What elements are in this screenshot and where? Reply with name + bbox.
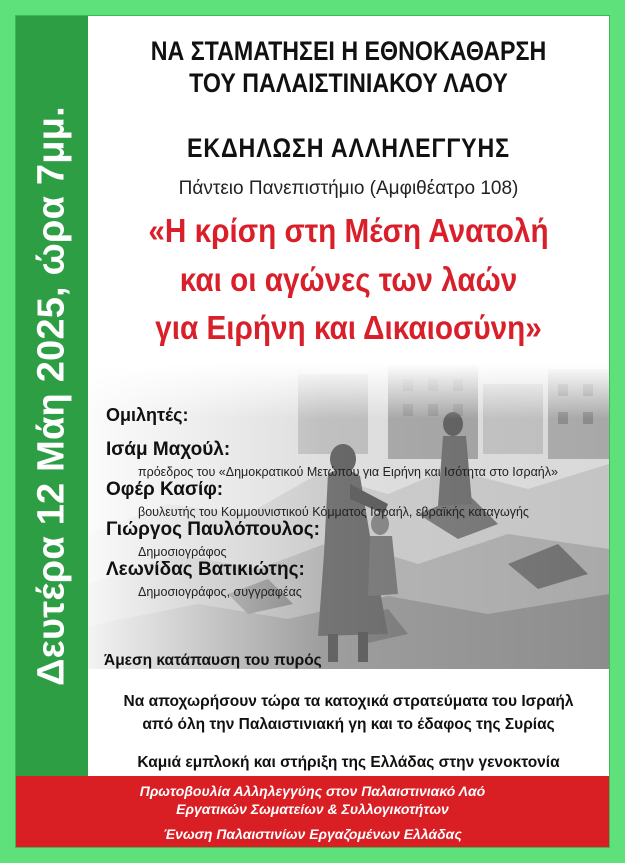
poster	[16, 16, 609, 847]
demand-ceasefire: Άμεση κατάπαυση του πυρός	[104, 652, 322, 669]
speaker-name: Λεωνίδας Βατικιώτης:	[106, 559, 305, 580]
demand-withdraw-line1: Να αποχωρήσουν τώρα τα κατοχικά στρατεύματα του Ισραήλ	[123, 693, 574, 710]
speaker-role: Δημοσιογράφος, συγγραφέας	[138, 585, 302, 599]
demand-withdraw-line2: από όλη την Παλαιστινιακή γη και το έδαφος της Συρίας	[142, 716, 555, 733]
speakers-heading: Ομιλητές:	[106, 405, 189, 425]
topic-line1: «Η κρίση στη Μέση Ανατολή	[148, 212, 549, 249]
speaker-name: Ισάμ Μαχούλ:	[106, 439, 231, 460]
organizer-line1: Πρωτοβουλία Αλληλεγγύης στον Παλαιστινιακό Λαό	[139, 783, 486, 799]
date-time: Δευτέρα 12 Μάη 2025, ώρα 7μμ.	[30, 106, 73, 686]
venue: Πάντειο Πανεπιστήμιο (Αμφιθέατρο 108)	[178, 178, 519, 199]
topic-line2: και οι αγώνες των λαών	[179, 261, 518, 298]
headline-line2: ΤΟΥ ΠΑΛΑΙΣΤΙΝΙΑΚΟΥ ΛΑΟΥ	[189, 68, 508, 98]
organizer-line2: Εργατικών Σωματείων & Συλλογικοτήτων	[176, 801, 449, 817]
event-title: ΕΚΔΗΛΩΣΗ ΑΛΛΗΛΕΓΓΥΗΣ	[187, 133, 510, 163]
headline-line1: ΝΑ ΣΤΑΜΑΤΗΣΕΙ Η ΕΘΝΟΚΑΘΑΡΣΗ	[150, 36, 547, 66]
speaker-role: πρόεδρος του «Δημοκρατικού Μετώπου για Ειρήνη και Ισότητα στο Ισραήλ»	[138, 465, 558, 479]
speaker-role: βουλευτής του Κομμουνιστικού Κόμματος Ισραήλ, εβραϊκής καταγωγής	[138, 505, 529, 519]
date-sidebar	[16, 16, 88, 776]
speaker-role: Δημοσιογράφος	[138, 545, 227, 559]
demand-no-involvement: Καμιά εμπλοκή και στήριξη της Ελλάδας στην γενοκτονία	[137, 754, 560, 771]
speaker-name: Οφέρ Κασίφ:	[106, 479, 224, 500]
organizer-line3: Ένωση Παλαιστινίων Εργαζομένων Ελλάδας	[163, 826, 462, 842]
organizers-footer	[16, 776, 609, 847]
speaker-name: Γιώργος Παυλόπουλος:	[106, 519, 320, 540]
topic-line3: για Ειρήνη και Δικαιοσύνη»	[155, 309, 542, 346]
